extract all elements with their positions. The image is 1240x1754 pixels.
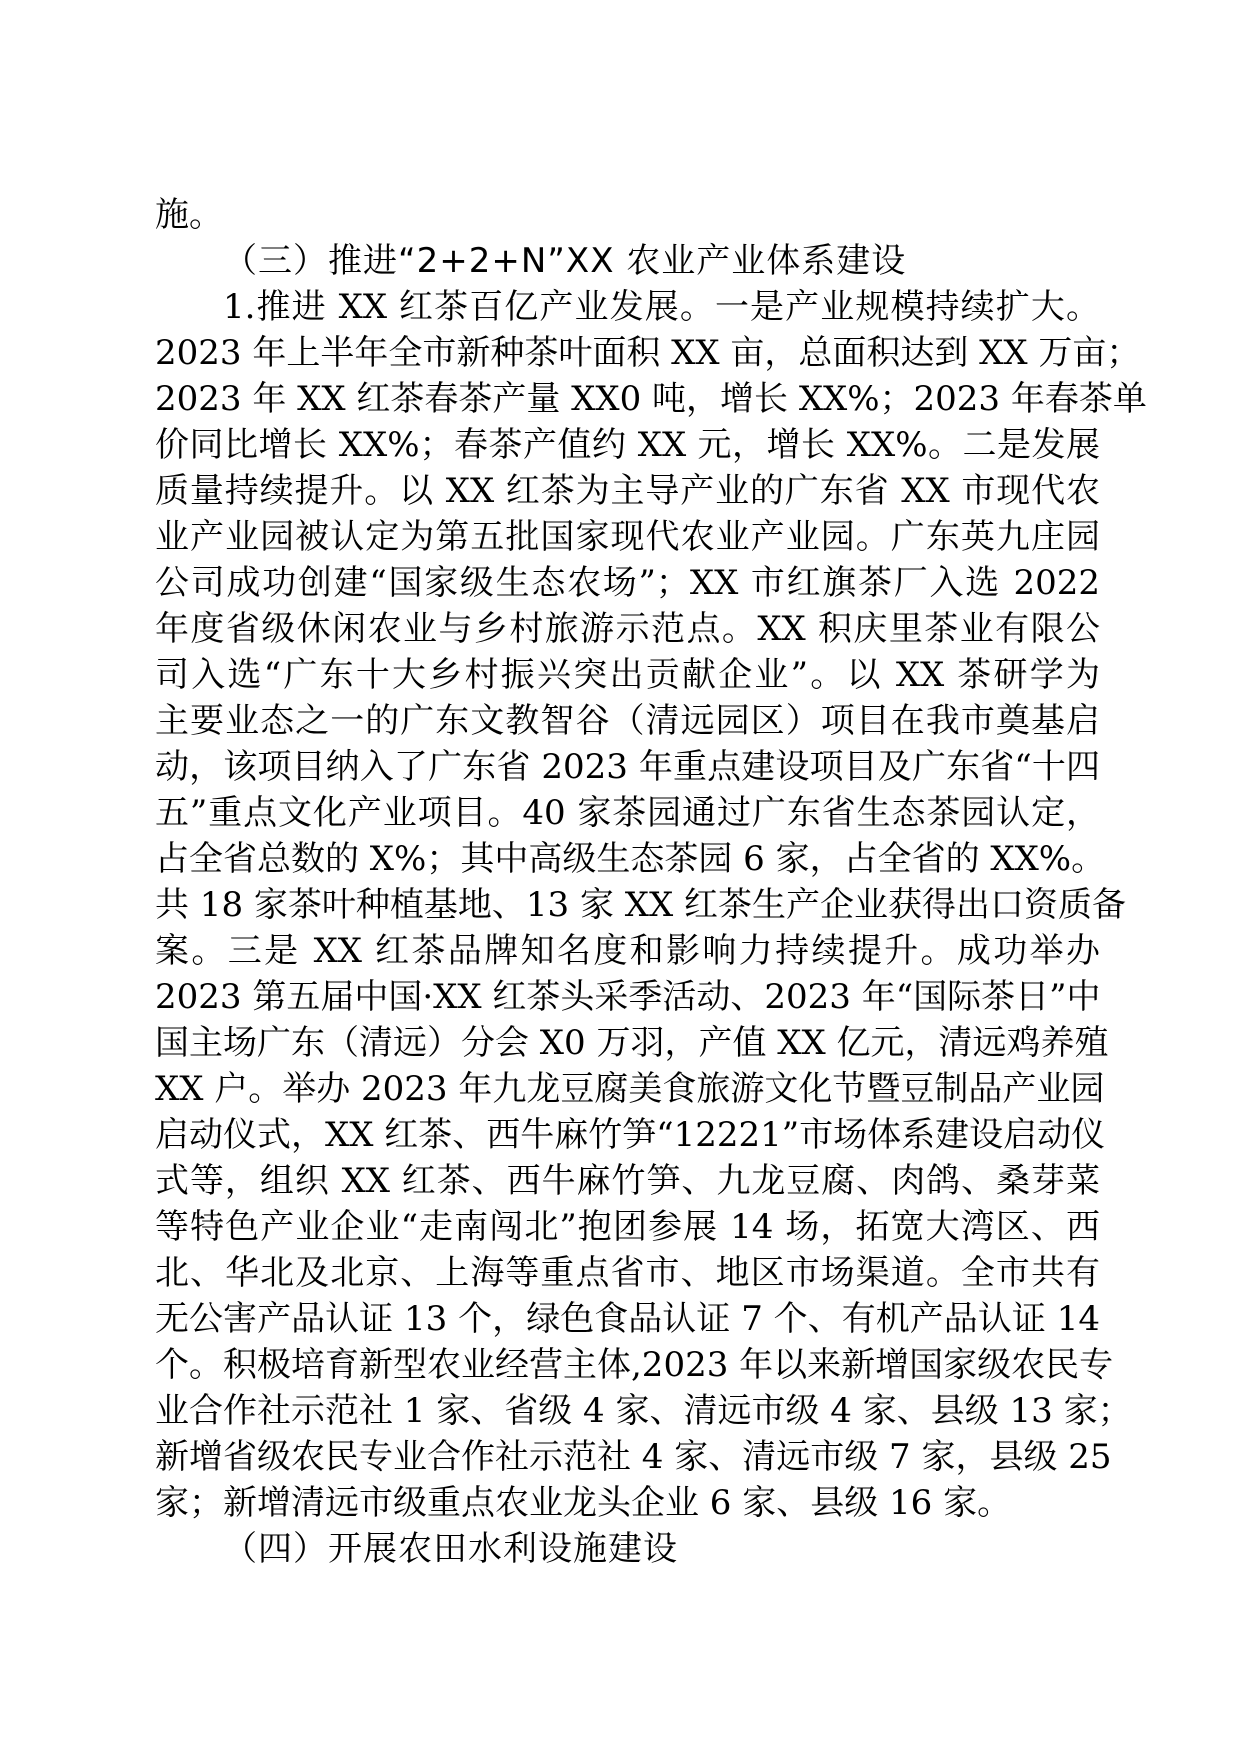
- paragraph-line: 无公害产品认证 13 个，绿色食品认证 7 个、有机产品认证 14: [155, 1299, 1100, 1339]
- paragraph-line: 国主场广东（清远）分会 X0 万羽，产值 XX 亿元，清远鸡养殖: [155, 1023, 1109, 1063]
- paragraph-line: 新增省级农民专业合作社示范社 4 家、清远市级 7 家，县级 25: [155, 1437, 1112, 1477]
- paragraph-line: 质量持续提升。以 XX 红茶为主导产业的广东省 XX 市现代农: [155, 471, 1100, 511]
- paragraph-line: 价同比增长 XX%；春茶产值约 XX 元，增长 XX%。二是发展: [155, 425, 1100, 465]
- paragraph-line: 北、华北及北京、上海等重点省市、地区市场渠道。全市共有: [155, 1253, 1100, 1293]
- paragraph-line: 施。: [155, 195, 223, 235]
- paragraph-line: 五”重点文化产业项目。40 家茶园通过广东省生态茶园认定，: [155, 793, 1100, 833]
- paragraph-line: 启动仪式，XX 红茶、西牛麻竹笋“12221”市场体系建设启动仪: [155, 1115, 1106, 1155]
- paragraph-line: 案。三是 XX 红茶品牌知名度和影响力持续提升。成功举办: [155, 931, 1100, 971]
- section-heading-3: （三）推进“2+2+N”XX 农业产业体系建设: [223, 241, 907, 281]
- paragraph-line: 司入选“广东十大乡村振兴突出贡献企业”。以 XX 茶研学为: [155, 655, 1100, 695]
- paragraph-line: 年度省级休闲农业与乡村旅游示范点。XX 积庆里茶业有限公: [155, 609, 1100, 649]
- paragraph-line: 1.推进 XX 红茶百亿产业发展。一是产业规模持续扩大。: [223, 287, 1100, 327]
- document-body: [155, 192, 1147, 1572]
- paragraph-line: 个。积极培育新型农业经营主体,2023 年以来新增国家级农民专: [155, 1345, 1114, 1385]
- paragraph-line: 占全省总数的 X%；其中高级生态茶园 6 家，占全省的 XX%。: [155, 839, 1106, 879]
- paragraph-line: 式等，组织 XX 红茶、西牛麻竹笋、九龙豆腐、肉鸽、桑芽菜: [155, 1161, 1100, 1201]
- paragraph-line: 动，该项目纳入了广东省 2023 年重点建设项目及广东省“十四: [155, 747, 1100, 787]
- paragraph-line: 业产业园被认定为第五批国家现代农业产业园。广东英九庄园: [155, 517, 1100, 557]
- paragraph-line: XX 户。举办 2023 年九龙豆腐美食旅游文化节暨豆制品产业园: [155, 1069, 1105, 1109]
- paragraph-line: 主要业态之一的广东文教智谷（清远园区）项目在我市奠基启: [155, 701, 1100, 741]
- paragraph-line: 2023 年 XX 红茶春茶产量 XX0 吨，增长 XX%；2023 年春茶单: [155, 379, 1147, 419]
- paragraph-line: 家；新增清远市级重点农业龙头企业 6 家、县级 16 家。: [155, 1483, 1012, 1523]
- paragraph-line: 业合作社示范社 1 家、省级 4 家、清远市级 4 家、县级 13 家；: [155, 1391, 1132, 1431]
- paragraph-line: 2023 第五届中国·XX 红茶头采季活动、2023 年“国际茶日”中: [155, 977, 1101, 1017]
- paragraph-line: 2023 年上半年全市新种茶叶面积 XX 亩，总面积达到 XX 万亩；: [155, 333, 1141, 373]
- section-heading-4: （四）开展农田水利设施建设: [223, 1529, 678, 1569]
- paragraph-line: 公司成功创建“国家级生态农场”；XX 市红旗茶厂入选 2022: [155, 563, 1100, 603]
- paragraph-line: 等特色产业企业“走南闯北”抱团参展 14 场，拓宽大湾区、西: [155, 1207, 1100, 1247]
- paragraph-line: 共 18 家茶叶种植基地、13 家 XX 红茶生产企业获得出口资质备: [155, 885, 1126, 925]
